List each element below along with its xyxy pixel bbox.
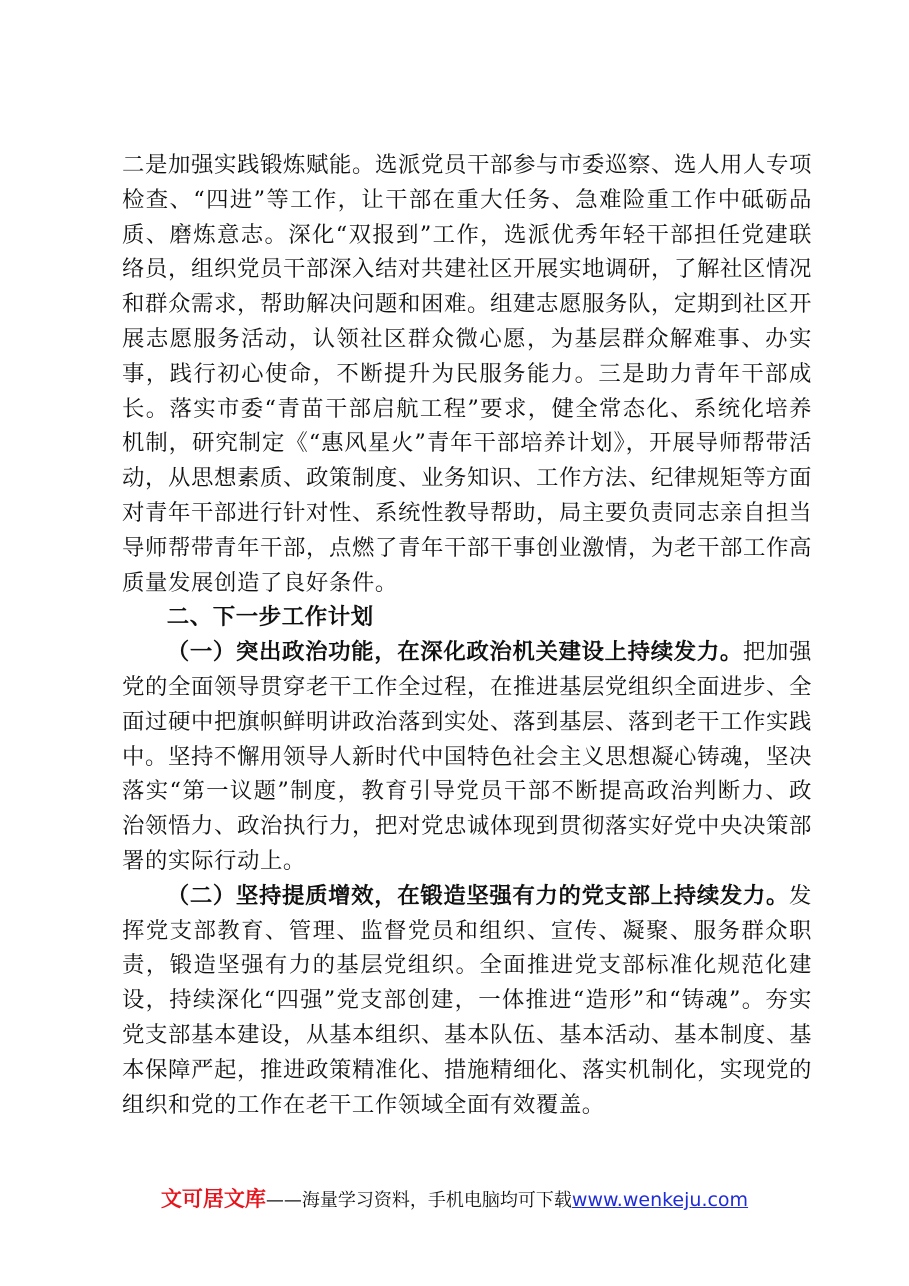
section-1-lead: （一）突出政治功能，在深化政治机关建设上持续发力。 (166, 639, 743, 666)
footer-brand: 文可居文库 (160, 1187, 266, 1211)
section-2-paragraph (122, 879, 812, 1123)
heading-next-steps: 二、下一步工作计划 (166, 604, 374, 631)
footer-slogan: 海量学习资料，手机电脑均可下载 (301, 1190, 572, 1211)
footer-banner (0, 1183, 909, 1213)
footer-dash: —— (265, 1190, 302, 1211)
section-2-lead: （二）坚持提质增效，在锻造坚强有力的党支部上持续发力。 (166, 882, 789, 909)
footer-url-link[interactable]: www.wenkeju.com (571, 1189, 749, 1211)
document-body (122, 148, 812, 1122)
section-1-paragraph (122, 635, 812, 879)
section-2-body: 发挥党支部教育、管理、监督党员和组织、宣传、凝聚、服务群众职责，锻造坚强有力的基层党组织。全面推进党支部标准化规范化建设，持续深化“四强”党支部创建，一体推进“造形”和“铸魂”。夯实党支部基本建设，从基本组织、基本队伍、基本活动、基本制度、基本保障严起，推进政策精准化、措施精细化、落实机制化，实现党的组织和党的工作在老干工作领域全面有效覆盖。 (122, 882, 812, 1118)
section-1-body: 把加强党的全面领导贯穿老干工作全过程，在推进基层党组织全面进步、全面过硬中把旗帜鲜明讲政治落到实处、落到基层、落到老干工作实践中。坚持不懈用领导人新时代中国特色社会主义思想凝心铸魂，坚决落实“第一议题”制度，教育引导党员干部不断提高政治判断力、政治领悟力、政治执行力，把对党忠诚体现到贯彻落实好党中央决策部署的实际行动上。 (122, 639, 813, 874)
paragraph-practice-training: 二是加强实践锻炼赋能。选派党员干部参与市委巡察、选人用人专项检查、“四进”等工作，让干部在重大任务、急难险重工作中砥砺品质、磨炼意志。深化“双报到”工作，选派优秀年轻干部担任党建联络员，组织党员干部深入结对共建社区开展实地调研，了解社区情况和群众需求，帮助解决问题和困难。组建志愿服务队，定期到社区开展志愿服务活动，认领社区群众微心愿，为基层群众解难事、办实事，践行初心使命，不断提升为民服务能力。三是助力青年干部成长。落实市委“青苗干部启航工程”要求，健全常态化、系统化培养机制，研究制定《“惠风星火”青年干部培养计划》，开展导师帮带活动，从思想素质、政策制度、业务知识、工作方法、纪律规矩等方面对青年干部进行针对性、系统性教导帮助，局主要负责同志亲自担当导师帮带青年干部，点燃了青年干部干事创业激情，为老干部工作高质量发展创造了良好条件。 (122, 152, 812, 596)
